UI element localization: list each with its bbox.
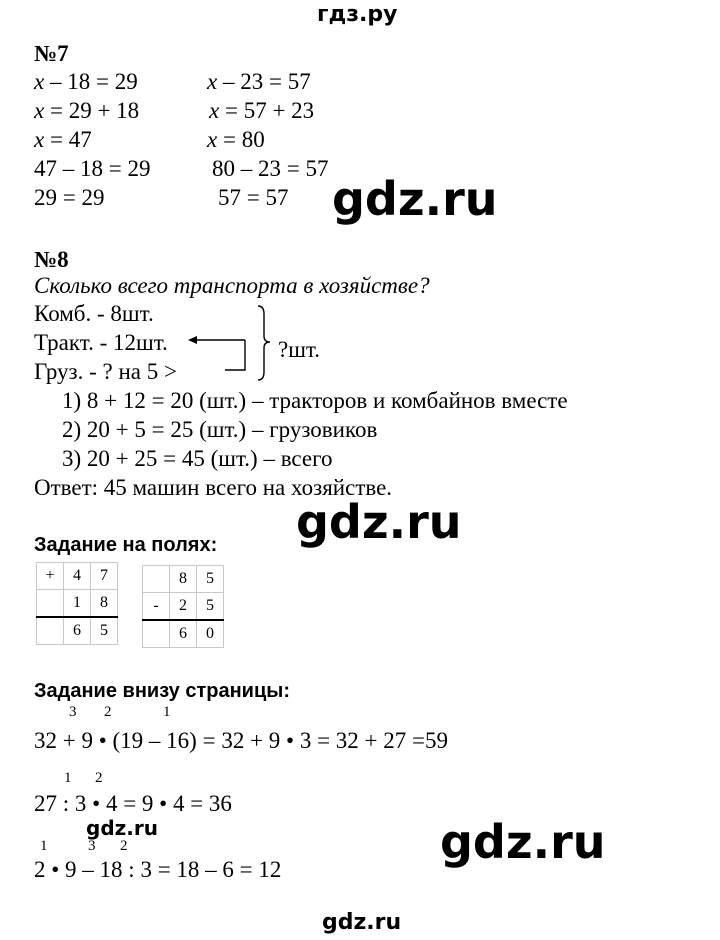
order-mark: 3 — [69, 704, 77, 720]
addition-column — [36, 562, 118, 645]
task7-left-line: x = 47 — [34, 127, 92, 152]
digit-cell: 6 — [64, 617, 91, 645]
expression-1: 32 + 9 • (19 – 16) = 32 + 9 • 3 = 32 + 27 =59 — [34, 728, 448, 753]
digit-cell: 7 — [91, 563, 118, 590]
task7-left-line: x – 18 = 29 — [34, 69, 138, 94]
digit-cell: 8 — [170, 566, 197, 593]
task8-question: Сколько всего транспорта в хозяйстве? — [34, 273, 430, 298]
digit-cell: 2 — [170, 593, 197, 621]
order-mark: 2 — [120, 838, 128, 854]
task8-title: №8 — [34, 247, 69, 272]
order-mark: 1 — [163, 704, 171, 720]
order-mark: 2 — [95, 770, 103, 786]
watermark: gdz.ru — [296, 495, 462, 549]
subtraction-column — [142, 565, 224, 648]
task8-step: 2) 20 + 5 = 25 (шт.) – грузовиков — [62, 417, 378, 442]
task7-left-line: 29 = 29 — [34, 185, 105, 210]
task8-answer: Ответ: 45 машин всего на хозяйстве. — [34, 475, 393, 500]
task8-condition: Тракт. - 12шт. — [34, 330, 168, 355]
order-mark: 2 — [104, 704, 112, 720]
task8-total: ?шт. — [278, 337, 320, 362]
digit-cell: 1 — [64, 590, 91, 618]
watermark-small: gdz.ru — [86, 816, 158, 840]
condition-arrow-and-brace — [180, 300, 280, 384]
task8-condition: Груз. - ? на 5 > — [34, 359, 177, 384]
task7-left-line: x = 29 + 18 — [34, 98, 140, 123]
task8-condition: Комб. - 8шт. — [34, 301, 154, 326]
expression-2: 27 : 3 • 4 = 9 • 4 = 36 — [34, 791, 232, 816]
digit-cell: 6 — [170, 620, 197, 648]
task7-left-line: 47 – 18 = 29 — [34, 156, 151, 181]
digit-cell: 0 — [197, 620, 224, 648]
order-mark: 3 — [88, 838, 96, 854]
digit-cell: 4 — [64, 563, 91, 590]
digit-cell: 5 — [197, 566, 224, 593]
task8-step: 1) 8 + 12 = 20 (шт.) – тракторов и комбайнов вместе — [62, 388, 568, 413]
watermark: gdz.ru — [332, 172, 498, 226]
operation-sign: - — [143, 593, 170, 621]
digit-cell: 5 — [91, 617, 118, 645]
task8-step: 3) 20 + 25 = 45 (шт.) – всего — [62, 446, 333, 471]
site-header: гдз.ру — [317, 2, 398, 27]
digit-cell: 5 — [197, 593, 224, 621]
footer-watermark: gdz.ru — [322, 910, 402, 935]
task7-right-line: x = 57 + 23 — [209, 98, 315, 123]
task7-title: №7 — [34, 41, 69, 66]
task7-right-line: 80 – 23 = 57 — [212, 156, 329, 181]
bottom-task-title: Задание внизу страницы: — [34, 680, 290, 702]
task7-right-line: x – 23 = 57 — [207, 69, 311, 94]
task7-right-line: 57 = 57 — [218, 185, 289, 210]
margin-task-title: Задание на полях: — [34, 534, 218, 556]
order-mark: 1 — [64, 770, 72, 786]
task7-right-line: x = 80 — [207, 127, 265, 152]
digit-cell: 8 — [91, 590, 118, 618]
order-mark: 1 — [40, 838, 48, 854]
watermark: gdz.ru — [440, 815, 606, 869]
expression-3: 2 • 9 – 18 : 3 = 18 – 6 = 12 — [34, 857, 282, 882]
operation-sign: + — [37, 563, 64, 590]
